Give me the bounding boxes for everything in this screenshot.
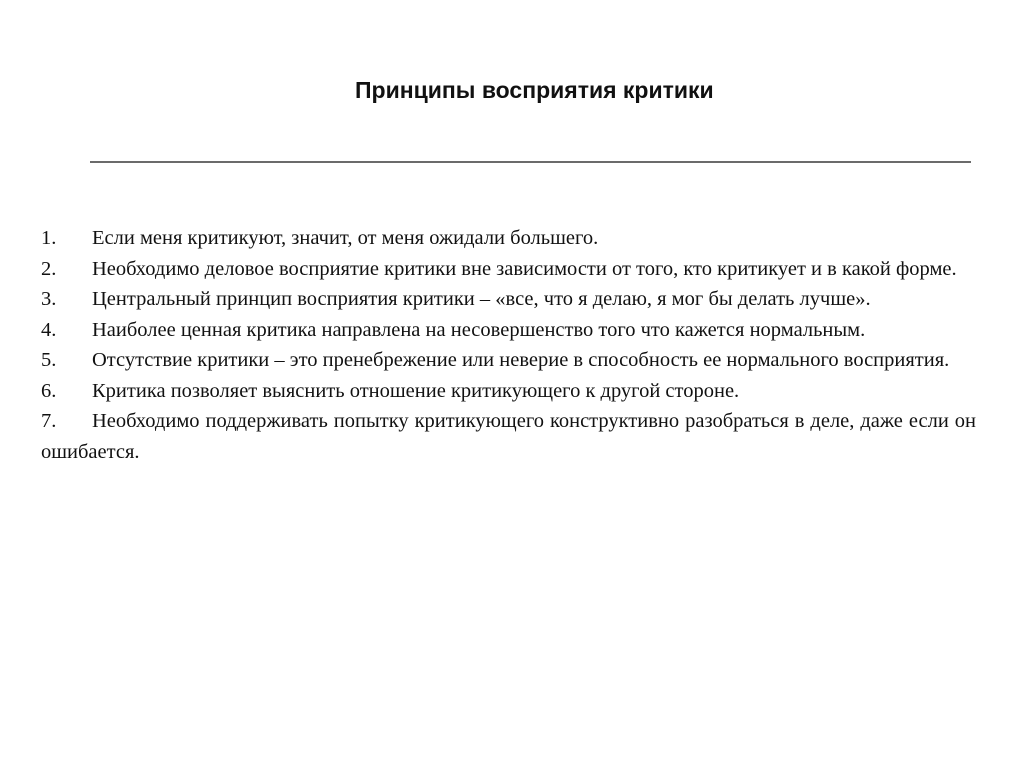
principle-item-4 (41, 315, 976, 346)
principle-text: Необходимо деловое восприятие критики вне зависимости от того, кто критикует и в какой форме. (92, 257, 957, 280)
principle-item-6 (41, 376, 976, 407)
principle-item-1 (41, 223, 976, 254)
title-divider (90, 161, 971, 163)
principle-text: Критика позволяет выяснить отношение критикующего к другой стороне. (92, 379, 740, 402)
principle-text: Центральный принцип восприятия критики – «все, что я делаю, я мог бы делать лучше». (92, 288, 871, 310)
principle-text: Наиболее ценная критика направлена на несовершенство того что кажется нормальным. (92, 318, 866, 341)
principle-item-7 (41, 406, 976, 467)
principle-number: 2. (41, 257, 57, 280)
principle-text: Если меня критикуют, значит, от меня ожидали большего. (92, 227, 599, 249)
principle-number: 4. (41, 318, 57, 341)
principle-item-5 (41, 345, 976, 376)
principle-number: 7. (41, 410, 57, 432)
principles-list (41, 223, 976, 467)
principle-item-3 (41, 284, 976, 315)
principle-item-2 (41, 254, 976, 285)
principle-number: 1. (41, 227, 57, 249)
principle-text: Отсутствие критики – это пренебрежение или неверие в способность ее нормального восприятия. (92, 349, 950, 371)
slide-title: Принципы восприятия критики (355, 77, 714, 103)
principle-number: 6. (41, 379, 57, 402)
principle-text: Необходимо поддерживать попытку критикующего конструктивно разобраться в деле, даже если он ошибается. (41, 410, 976, 463)
principle-number: 3. (41, 288, 57, 310)
principle-number: 5. (41, 349, 57, 371)
